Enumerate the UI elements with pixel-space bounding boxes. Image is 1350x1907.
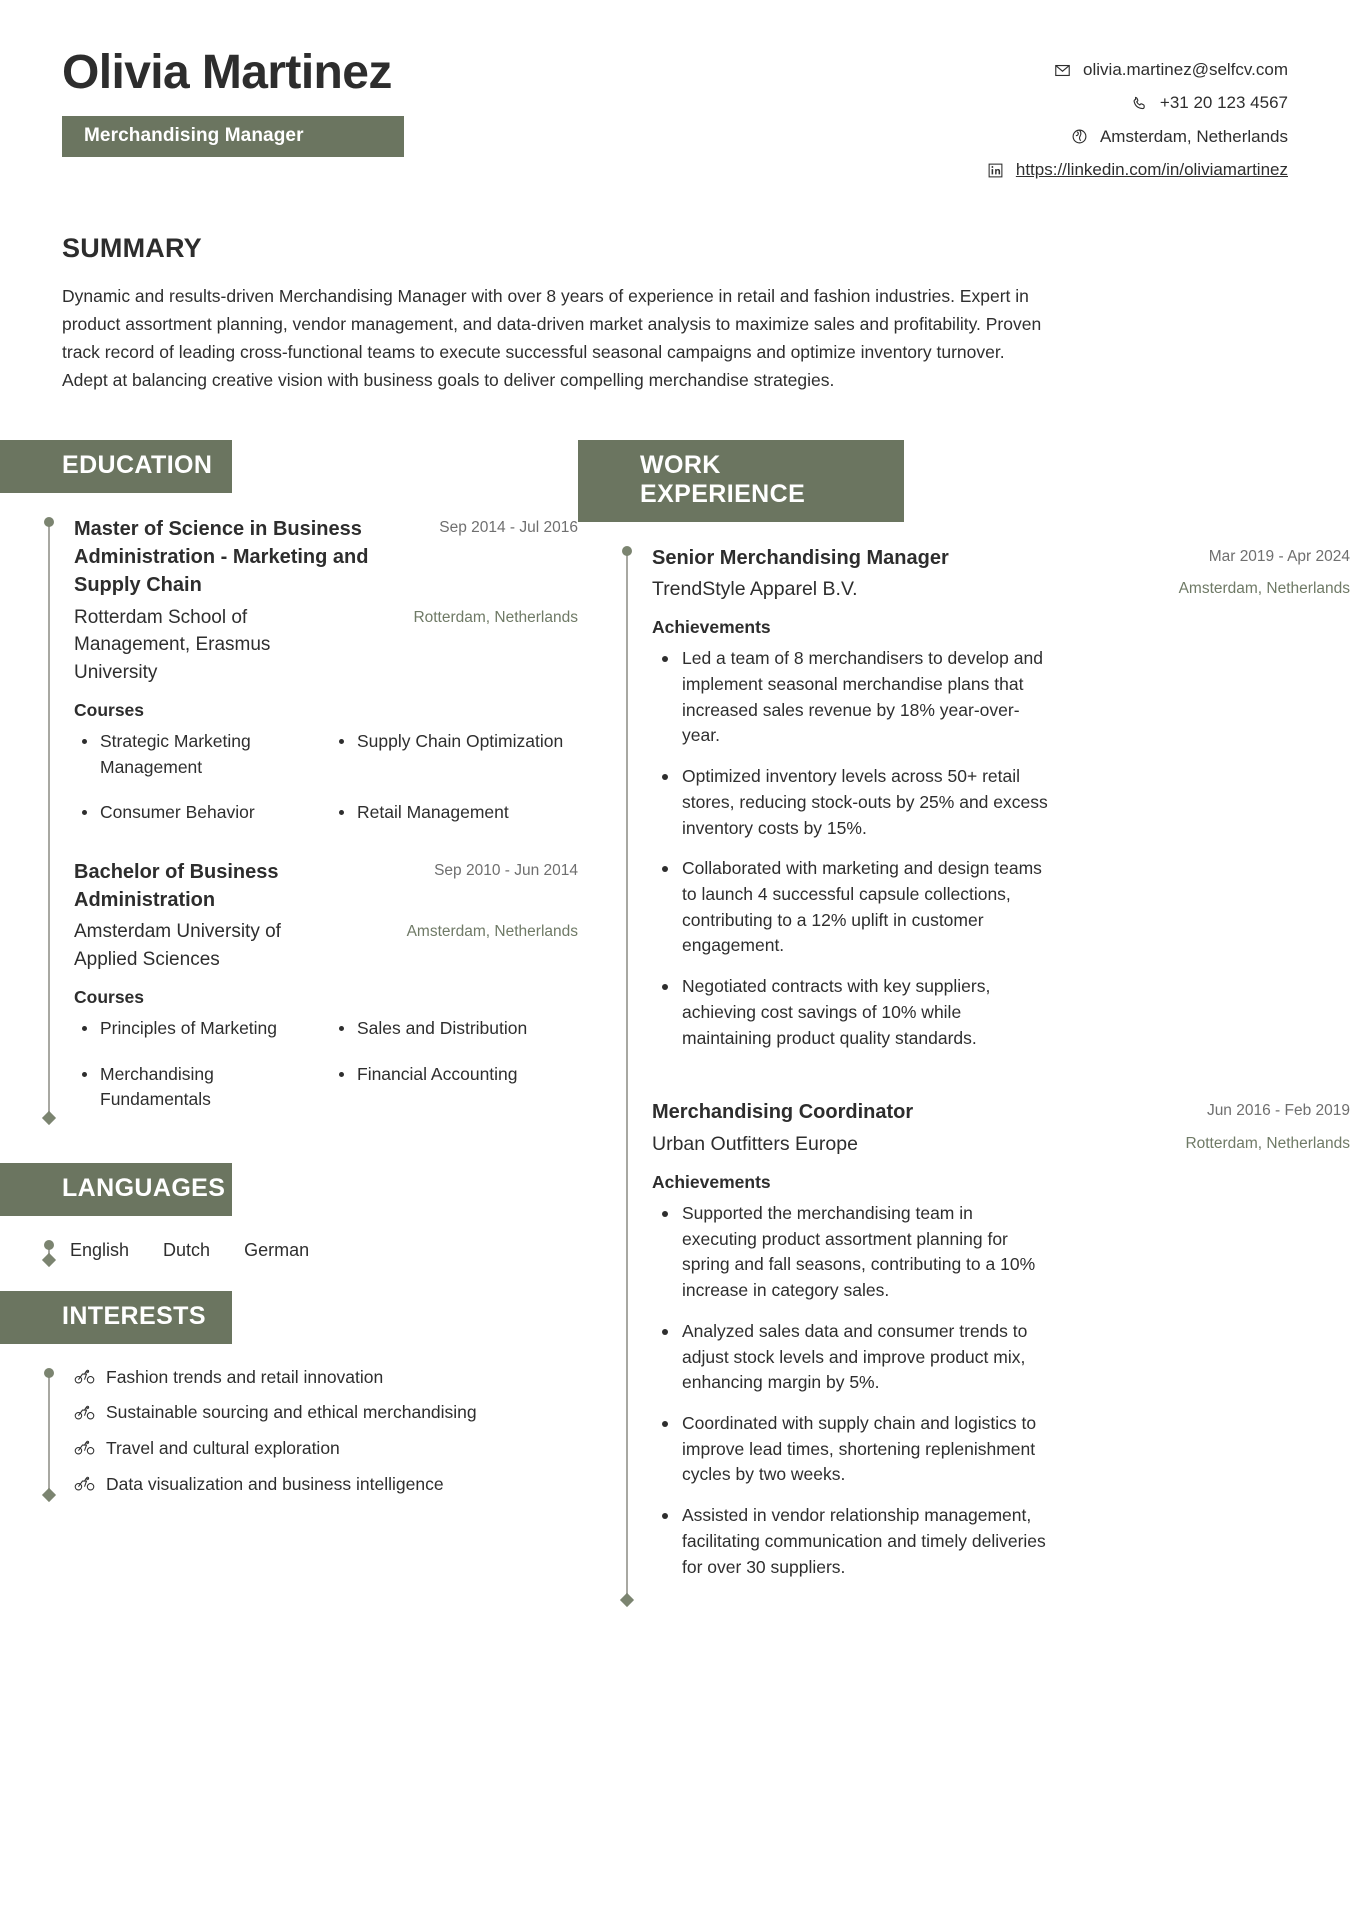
achievements-list xyxy=(652,1201,1350,1580)
contact-text: Amsterdam, Netherlands xyxy=(1099,126,1288,146)
work-entry xyxy=(652,544,1350,1073)
education-heading: EDUCATION xyxy=(0,440,232,493)
courses-label: Courses xyxy=(74,987,145,1008)
degree-title: Bachelor of Business Administration xyxy=(74,860,279,911)
course-item: Retail Management xyxy=(331,800,578,825)
identity-block xyxy=(62,48,404,157)
education-date: Sep 2010 - Jun 2014 xyxy=(434,861,578,879)
school-name: Rotterdam School of Management, Erasmus University xyxy=(74,606,271,683)
right-column xyxy=(578,440,1350,1602)
timeline-end-diamond-icon xyxy=(42,1487,56,1501)
summary-text: Dynamic and results-driven Merchandising Manager with over 8 years of experience in retail and fashion industries. Expert in product assortment planning, vendor management, and data-driven market analysis to maximize sales and profitability. Proven track record of leading cross-functional teams to execute successful seasonal campaigns and optimize inventory turnover. Adept at balancing creative vision with business goals to deliver compelling merchandise strategies. xyxy=(62,285,1042,390)
interest-label: Data visualization and business intelligence xyxy=(106,1473,444,1494)
linkedin-icon xyxy=(986,161,1005,180)
achievement-item: Analyzed sales data and consumer trends to adjust stock levels and improve product mix, enhancing margin by 5%. xyxy=(652,1319,1052,1396)
language-item: English xyxy=(70,1239,130,1260)
timeline-rail xyxy=(48,1372,50,1494)
contact-list xyxy=(986,48,1288,181)
interest-item xyxy=(74,1473,578,1496)
timeline-start-dot-icon xyxy=(44,1368,54,1378)
interests-heading: INTERESTS xyxy=(0,1291,232,1344)
contact-item-envelope xyxy=(1053,60,1288,80)
contact-text: +31 20 123 4567 xyxy=(1159,93,1288,113)
job-role-title: Senior Merchandising Manager xyxy=(652,546,949,569)
work-location: Rotterdam, Netherlands xyxy=(1185,1134,1350,1152)
timeline-end-diamond-icon xyxy=(620,1593,634,1607)
timeline-start-dot-icon xyxy=(44,1240,54,1250)
achievement-item: Led a team of 8 merchandisers to develop and implement seasonal merchandise plans that increased sales revenue by 18% year-over-year. xyxy=(652,646,1052,749)
languages-list xyxy=(70,1238,578,1261)
envelope-icon xyxy=(1053,61,1072,80)
contact-item-phone xyxy=(1130,93,1288,113)
course-item: Merchandising Fundamentals xyxy=(74,1062,321,1113)
achievement-item: Assisted in vendor relationship management, facilitating communication and timely deliveries for over 30 suppliers. xyxy=(652,1503,1052,1580)
work-date: Jun 2016 - Feb 2019 xyxy=(1206,1102,1350,1120)
work-experience-heading: WORK EXPERIENCE xyxy=(578,440,904,522)
interest-label: Travel and cultural exploration xyxy=(106,1438,340,1458)
contact-text: olivia.martinez@selfcv.com xyxy=(1083,60,1288,79)
achievements-list xyxy=(652,646,1350,1051)
education-entry xyxy=(74,515,578,832)
contact-item-linkedin[interactable] xyxy=(986,160,1288,180)
work-location: Amsterdam, Netherlands xyxy=(1178,579,1350,597)
timeline-rail xyxy=(626,550,628,1600)
education-timeline xyxy=(48,515,578,1119)
education-entry xyxy=(74,858,578,1119)
bicycle-icon xyxy=(74,1368,95,1386)
achievement-item: Supported the merchandising team in executing product assortment planning for spring and fall seasons, contributing to a 10% increase in category sales. xyxy=(652,1201,1052,1304)
interest-label: Sustainable sourcing and ethical merchandising xyxy=(106,1402,477,1423)
work-timeline xyxy=(626,544,1350,1602)
courses-grid xyxy=(74,1016,578,1112)
summary-section xyxy=(0,181,1350,394)
achievement-item: Collaborated with marketing and design teams to launch 4 successful capsule collections, contributing to a 12% uplift in customer engagement. xyxy=(652,856,1052,959)
course-item: Consumer Behavior xyxy=(74,800,321,825)
contact-text[interactable]: https://linkedin.com/in/oliviamartinez xyxy=(1015,160,1288,180)
interest-item xyxy=(74,1401,578,1424)
bicycle-icon xyxy=(74,1439,95,1457)
timeline-rail xyxy=(48,521,50,1117)
timeline-start-dot-icon xyxy=(44,517,54,527)
summary-heading: SUMMARY xyxy=(62,232,202,263)
courses-grid xyxy=(74,729,578,825)
education-location: Amsterdam, Netherlands xyxy=(406,923,578,941)
interests-timeline xyxy=(48,1366,578,1496)
work-entry xyxy=(652,1098,1350,1601)
interest-item xyxy=(74,1366,578,1389)
left-column xyxy=(0,440,578,1509)
job-role-title: Merchandising Coordinator xyxy=(652,1101,914,1124)
languages-heading: LANGUAGES xyxy=(0,1163,232,1216)
contact-item-globe-pin xyxy=(1070,127,1288,147)
course-item: Principles of Marketing xyxy=(74,1016,321,1041)
achievement-item: Coordinated with supply chain and logistics to improve lead times, shortening replenishment cycles by two weeks. xyxy=(652,1411,1052,1488)
education-location: Rotterdam, Netherlands xyxy=(413,608,578,626)
course-item: Strategic Marketing Management xyxy=(74,729,321,780)
course-item: Financial Accounting xyxy=(331,1062,578,1113)
language-item: German xyxy=(244,1239,310,1260)
school-name: Amsterdam University of Applied Sciences xyxy=(74,921,281,970)
interest-item xyxy=(74,1437,578,1460)
page-title: Olivia Martinez xyxy=(62,46,392,99)
job-title-band: Merchandising Manager xyxy=(62,116,404,157)
phone-icon xyxy=(1130,94,1149,113)
timeline-start-dot-icon xyxy=(622,546,632,556)
interest-label: Fashion trends and retail innovation xyxy=(106,1366,384,1387)
achievements-label: Achievements xyxy=(652,1171,771,1192)
achievement-item: Negotiated contracts with key suppliers, achieving cost savings of 10% while maintaining product quality standards. xyxy=(652,974,1052,1051)
globe-pin-icon xyxy=(1070,127,1089,146)
achievements-label: Achievements xyxy=(652,617,771,638)
body-columns xyxy=(0,394,1350,1602)
interests-list xyxy=(74,1366,578,1496)
company-name: Urban Outfitters Europe xyxy=(652,1132,858,1155)
bicycle-icon xyxy=(74,1475,95,1493)
course-item: Supply Chain Optimization xyxy=(331,729,578,780)
resume-header xyxy=(0,0,1350,181)
degree-title: Master of Science in Business Administration - Marketing and Supply Chain xyxy=(74,517,369,597)
company-name: TrendStyle Apparel B.V. xyxy=(652,577,858,600)
education-date: Sep 2014 - Jul 2016 xyxy=(439,518,578,536)
language-item: Dutch xyxy=(163,1239,211,1260)
languages-timeline xyxy=(48,1238,578,1261)
work-date: Mar 2019 - Apr 2024 xyxy=(1208,547,1350,565)
achievement-item: Optimized inventory levels across 50+ retail stores, reducing stock-outs by 25% and excess inventory costs by 15%. xyxy=(652,764,1052,841)
course-item: Sales and Distribution xyxy=(331,1016,578,1041)
bicycle-icon xyxy=(74,1404,95,1422)
courses-label: Courses xyxy=(74,700,145,721)
